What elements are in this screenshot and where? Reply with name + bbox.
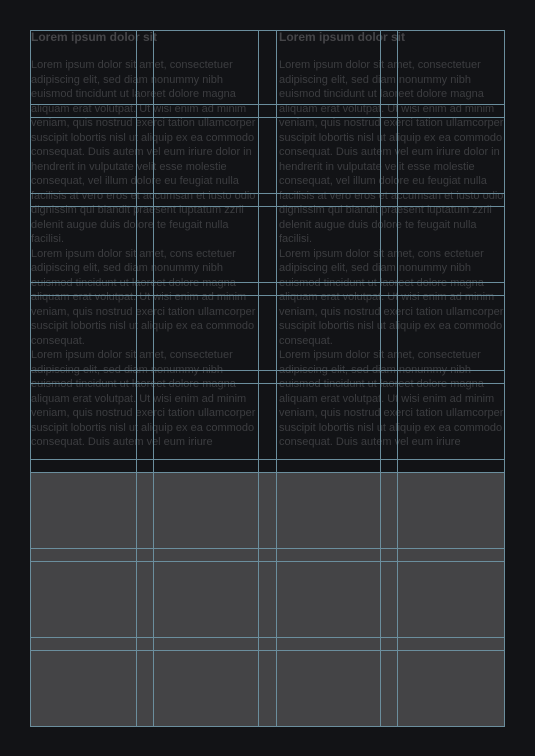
body-paragraph: Lorem ipsum dolor sit amet, cons ectetuer adipiscing elit, sed diam nonummy nibh euismod tincidunt ut laoreet dolore magna aliquam erat volutpat. Ut wisi enim ad minim veniam, quis nostrud exerci tation ullamcorper suscipit lobortis nisl ut aliquip ex ea commodo consequat. (31, 247, 256, 347)
column-heading: Lorem ipsum dolor sit (31, 30, 158, 44)
body-paragraph: Lorem ipsum dolor sit amet, consectetuer adipiscing elit, sed diam nonummy nibh euismod tincidunt ut laoreet dolore magna aliquam erat volutpat. Ut wisi enim ad minim veniam, quis nostrud exerci tation ullamcorper suscipit lobortis nisl ut aliquip ex ea commodo consequat. Duis autem vel eum iriure dolor in hendrerit in vulputate velit esse molestie consequat, vel illum dolore eu feugiat nulla facilisis at vero eros et accumsan et iusto odio dignissim qui blandit praesent luptatum zzril delenit augue duis dolore te feugait nulla facilisi. (279, 59, 504, 245)
body-paragraph: Lorem ipsum dolor sit amet, cons ectetuer adipiscing elit, sed diam nonummy nibh euismod tincidunt ut laoreet dolore magna aliquam erat volutpat. Ut wisi enim ad minim veniam, quis nostrud exerci tation ullamcorper suscipit lobortis nisl ut aliquip ex ea commodo consequat. (279, 247, 504, 347)
body-paragraph: Lorem ipsum dolor sit amet, consectetuer adipiscing elit, sed diam nonummy nibh euismod tincidunt ut laoreet dolore magna aliquam erat volutpat. Ut wisi enim ad minim veniam, quis nostrud exerci tation ullamcorper suscipit lobortis nisl ut aliquip ex ea commodo consequat. Duis autem vel eum iriure dolor in hendrerit in vulputate velit esse molestie consequat, vel illum dolore eu feugiat nulla facilisis at vero eros et accumsan et iusto odio dignissim qui blandit praesent luptatum zzril delenit augue duis dolore te feugait nulla facilisi. (31, 59, 256, 245)
text-column-left (31, 30, 257, 450)
image-placeholder (30, 472, 504, 726)
body-paragraph: Lorem ipsum dolor sit amet, consectetuer adipiscing elit, sed diam nonummy nibh euismod tincidunt ut laoreet dolore magna aliquam erat volutpat. Ut wisi enim ad minim veniam, quis nostrud exerci tation ullamcorper suscipit lobortis nisl ut aliquip ex ea commodo consequat. Duis autem vel eum iriure (279, 349, 504, 448)
column-heading: Lorem ipsum dolor sit (279, 30, 406, 44)
body-paragraph: Lorem ipsum dolor sit amet, consectetuer adipiscing elit, sed diam nonummy nibh euismod tincidunt ut laoreet dolore magna aliquam erat volutpat. Ut wisi enim ad minim veniam, quis nostrud exerci tation ullamcorper suscipit lobortis nisl ut aliquip ex ea commodo consequat. Duis autem vel eum iriure (31, 349, 256, 448)
text-column-right (279, 30, 505, 450)
